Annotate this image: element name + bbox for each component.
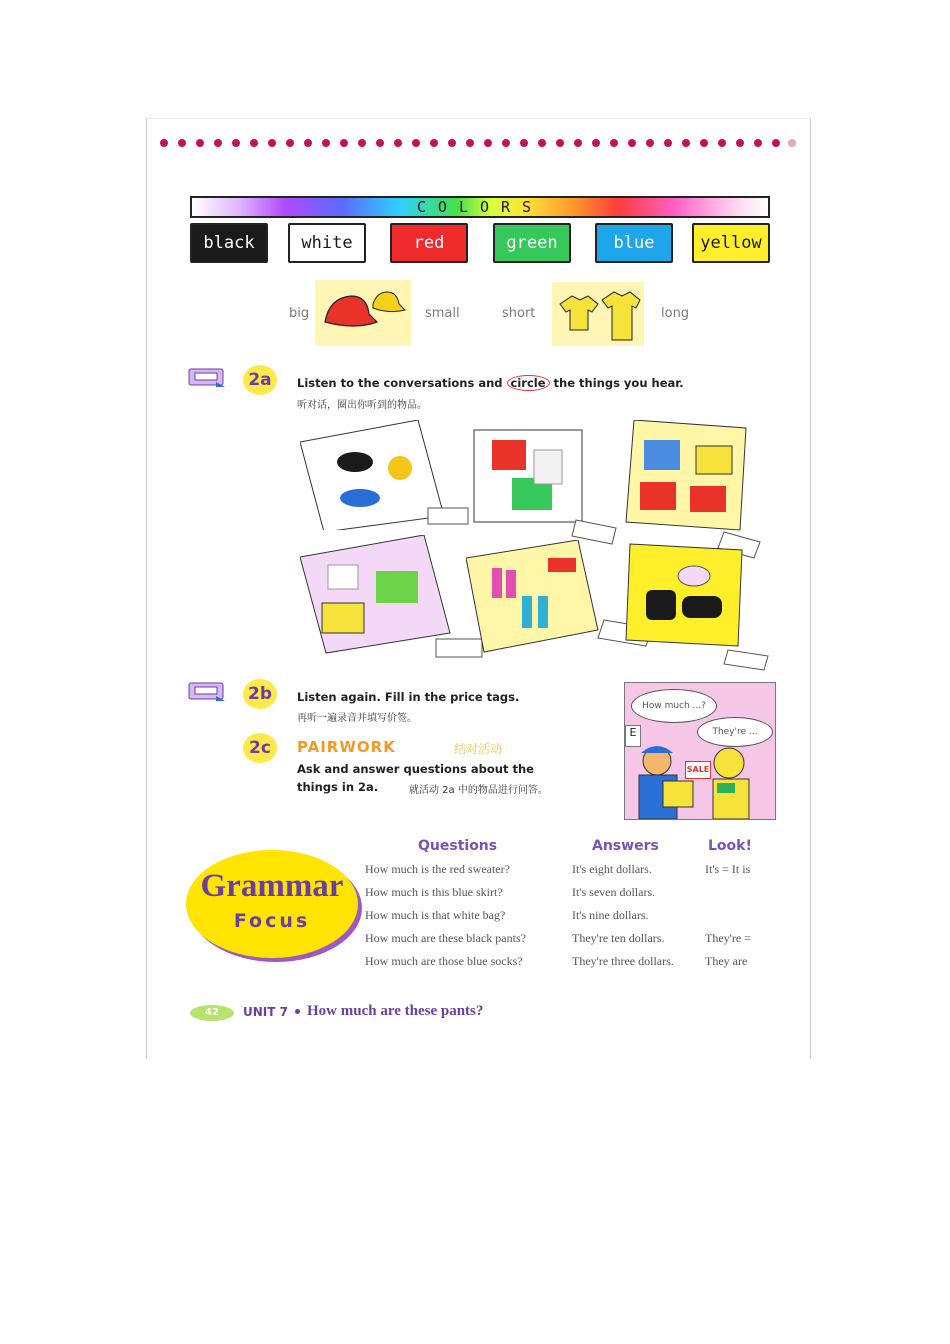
instruction-2a-part2: the things you hear. xyxy=(549,376,684,390)
unit-title: How much are these pants? xyxy=(307,1003,484,1019)
grammar-question: How much are these black pants? xyxy=(365,931,526,945)
grammar-answer: It's eight dollars. xyxy=(572,862,652,876)
cassette-icon xyxy=(188,682,226,702)
word-small: small xyxy=(425,306,460,321)
cassette-icon xyxy=(188,368,226,388)
header-answers: Answers xyxy=(592,838,659,854)
colors-banner xyxy=(190,196,770,218)
grammar-look: They're = xyxy=(705,931,751,945)
grammar-focus-title: Grammar xyxy=(200,868,344,904)
grammar-question: How much is that white bag? xyxy=(365,908,506,922)
grammar-focus-subtitle: Focus xyxy=(233,910,311,932)
page-number: 42 xyxy=(190,1005,234,1021)
instruction-2a xyxy=(297,376,684,390)
picture-hats xyxy=(300,420,470,530)
grammar-question: How much is this blue skirt? xyxy=(365,885,503,899)
price-tag[interactable] xyxy=(724,650,768,670)
instruction-2c-line2: things in 2a. xyxy=(297,780,379,794)
tshirt-icon xyxy=(552,282,644,346)
price-tag[interactable] xyxy=(428,508,468,524)
swatch-red: red xyxy=(390,223,468,263)
cap-icon xyxy=(315,280,411,346)
grammar-question: How much are those blue socks? xyxy=(365,954,523,968)
instruction-2c-line1: Ask and answer questions about the xyxy=(297,762,534,776)
swatch-white: white xyxy=(288,223,366,263)
swatch-blue: blue xyxy=(595,223,673,263)
tshirts-illustration xyxy=(552,282,644,346)
bullet-icon xyxy=(295,1009,300,1014)
store-sign: E xyxy=(625,725,641,747)
picture-sweaters xyxy=(472,428,622,546)
word-short: short xyxy=(502,306,536,321)
sale-tag: SALE xyxy=(685,761,711,779)
circled-word: circle xyxy=(507,375,550,391)
pairwork-title-chinese: 结对活动 xyxy=(454,742,503,756)
shopping-cartoon xyxy=(624,682,776,820)
header-questions: Questions xyxy=(418,838,498,854)
grammar-look: They are xyxy=(705,954,748,968)
pairwork-title: PAIRWORK xyxy=(297,738,396,756)
instruction-2c-chinese: 就活动 2a 中的物品进行问答。 xyxy=(409,785,548,796)
picture-shorts xyxy=(620,420,768,560)
unit-label: UNIT 7 xyxy=(243,1005,288,1019)
instruction-2a-part1: Listen to the conversations and xyxy=(297,376,507,390)
picture-tshirts xyxy=(300,535,488,665)
speech-bubble-answer: They're ... xyxy=(697,717,773,747)
exercise-number-2c: 2c xyxy=(243,733,277,763)
grammar-look: It's = It is xyxy=(705,862,751,876)
instruction-2b: Listen again. Fill in the price tags. xyxy=(297,690,520,704)
exercise-number-2b: 2b xyxy=(243,679,277,709)
colors-title: COLORS xyxy=(416,198,544,216)
grammar-answer: They're three dollars. xyxy=(572,954,674,968)
grammar-answer: It's nine dollars. xyxy=(572,908,649,922)
grammar-focus-badge xyxy=(186,850,358,958)
dotted-rule xyxy=(158,137,798,149)
grammar-answer: It's seven dollars. xyxy=(572,885,656,899)
swatch-green: green xyxy=(493,223,571,263)
speech-bubble-question: How much ...? xyxy=(631,689,717,723)
header-look: Look! xyxy=(708,838,752,854)
swatch-black: black xyxy=(190,223,268,263)
caps-illustration xyxy=(315,280,411,346)
word-long: long xyxy=(661,306,690,321)
picture-bags xyxy=(624,542,774,672)
grammar-answer: They're ten dollars. xyxy=(572,931,665,945)
word-big: big xyxy=(289,306,310,321)
grammar-question: How much is the red sweater? xyxy=(365,862,510,876)
instruction-2a-chinese: 听对话，圈出你听到的物品。 xyxy=(297,400,427,411)
exercise-number-2a: 2a xyxy=(243,365,277,395)
instruction-2b-chinese: 再听一遍录音并填写价签。 xyxy=(297,713,417,724)
swatch-yellow: yellow xyxy=(692,223,770,263)
